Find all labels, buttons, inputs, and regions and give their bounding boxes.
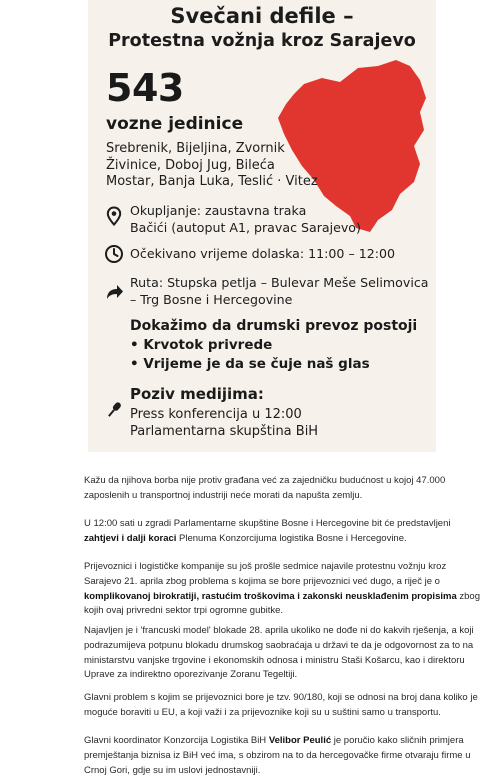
clock-icon: [104, 244, 124, 264]
paragraph-text: [84, 734, 484, 778]
paragraph-text: [84, 517, 484, 547]
bold-text: zahtjevi i dalji koraci: [84, 532, 177, 544]
location-pin-icon: [104, 206, 124, 226]
media-heading: Poziv medijima:: [130, 385, 264, 403]
article-paragraph: [84, 691, 484, 721]
text-span: Glavni koordinator Konzorcija Logistika BiH: [84, 735, 269, 746]
media-line1: Press konferencija u 12:00: [130, 407, 302, 422]
gathering-line2: Bačići (autoput A1, pravac Sarajevo): [130, 220, 361, 235]
city-line: Mostar, Banja Luka, Teslić · Vitez: [106, 174, 318, 189]
vehicle-count: 543: [106, 66, 184, 110]
poster-title-line1: Svečani defile –: [170, 4, 354, 28]
paragraph-text: Kažu da njihova borba nije protiv građana već za zajedničku budućnost u kojoj 47.000 zaposlenih u transportnoj industriji neće morati da napušta zemlju.: [84, 475, 446, 501]
city-line: Živinice, Doboj Jug, Bileća: [106, 157, 275, 173]
text-span: zbog kojih ovaj privredni sektor trpi ogromne gubitke.: [84, 590, 480, 617]
article-paragraph: [84, 560, 484, 619]
bold-text: komplikovanoj birokratiji, rastućim troškovima i zakonski neusklađenim propisima: [84, 590, 457, 602]
vehicle-count-label: vozne jedinice: [106, 114, 244, 134]
article-paragraph: [84, 474, 484, 504]
route-line2: – Trg Bosne i Hercegovine: [130, 292, 293, 307]
city-line: Srebrenik, Bijeljina, Zvornik: [106, 141, 285, 156]
proof-heading: Dokažimo da drumski prevoz postoji: [130, 318, 418, 334]
protest-poster: [88, 0, 436, 452]
article-paragraph: [84, 734, 484, 778]
text-span: Prijevoznici i logističke kompanije su još prošle sedmice najavile protestnu vožnju kroz Sarajevo 21. aprila zbog problema s kojima se bore prijevoznici već dugo, a riječ je o: [84, 561, 447, 587]
gathering-line1: Okupljanje: zaustavna traka: [130, 203, 307, 218]
text-span: je poručio kako sličnih primjera premještanja biznisa iz BiH već ima, s obzirom na to da hercegovačke firme otvaraju firme u Crnoj Gori, gdje su im uslovi jednostavniji.: [84, 735, 471, 776]
paragraph-text: Glavni problem s kojim se prijevoznici bore je tzv. 90/180, koji se odnosi na broj dana koliko je moguće boraviti u EU, a koji važi i za prijevoznike koji su u suštini samo u transportu.: [84, 692, 478, 718]
proof-bullet: • Vrijeme je da se čuje naš glas: [130, 356, 370, 372]
proof-bullet: • Krvotok privrede: [130, 337, 273, 353]
article-paragraph: [84, 517, 484, 547]
paragraph-text: Najavljen je i 'francuski model' blokade 28. aprila ukoliko ne dođe ni do kakvih rješenja, a koji podrazumijeva potpunu blokadu drumskog saobraćaja u državi te da je odgovornost za to na ministarstvu vanjske trgovine i ekonomskih odnosa i ministru Staši Košarcu, kao i direktoru Uprave za indirektno oporezivanje Zoranu Tegeltiji.: [84, 625, 474, 681]
arrival-text: Očekivano vrijeme dolaska: 11:00 – 12:00: [130, 246, 396, 261]
poster-title-line2: Protestna vožnja kroz Sarajevo: [108, 31, 416, 51]
route-line1: Ruta: Stupska petlja – Bulevar Meše Selimovica: [130, 275, 429, 290]
paragraph-text: [84, 560, 484, 619]
route-arrow-icon: [104, 282, 124, 302]
city-list: [106, 141, 318, 191]
media-line2: Parlamentarna skupština BiH: [130, 424, 319, 439]
microphone-icon: [104, 400, 124, 420]
bold-text: Velibor Peulić: [268, 735, 332, 746]
text-span: U 12:00 sati u zgradi Parlamentarne skupštine Bosne i Hercegovine bit će predstavljeni: [84, 518, 451, 529]
text-span: Plenuma Konzorcijuma logistika Bosne i Hercegovine.: [176, 532, 407, 544]
article-paragraph: [84, 624, 484, 683]
